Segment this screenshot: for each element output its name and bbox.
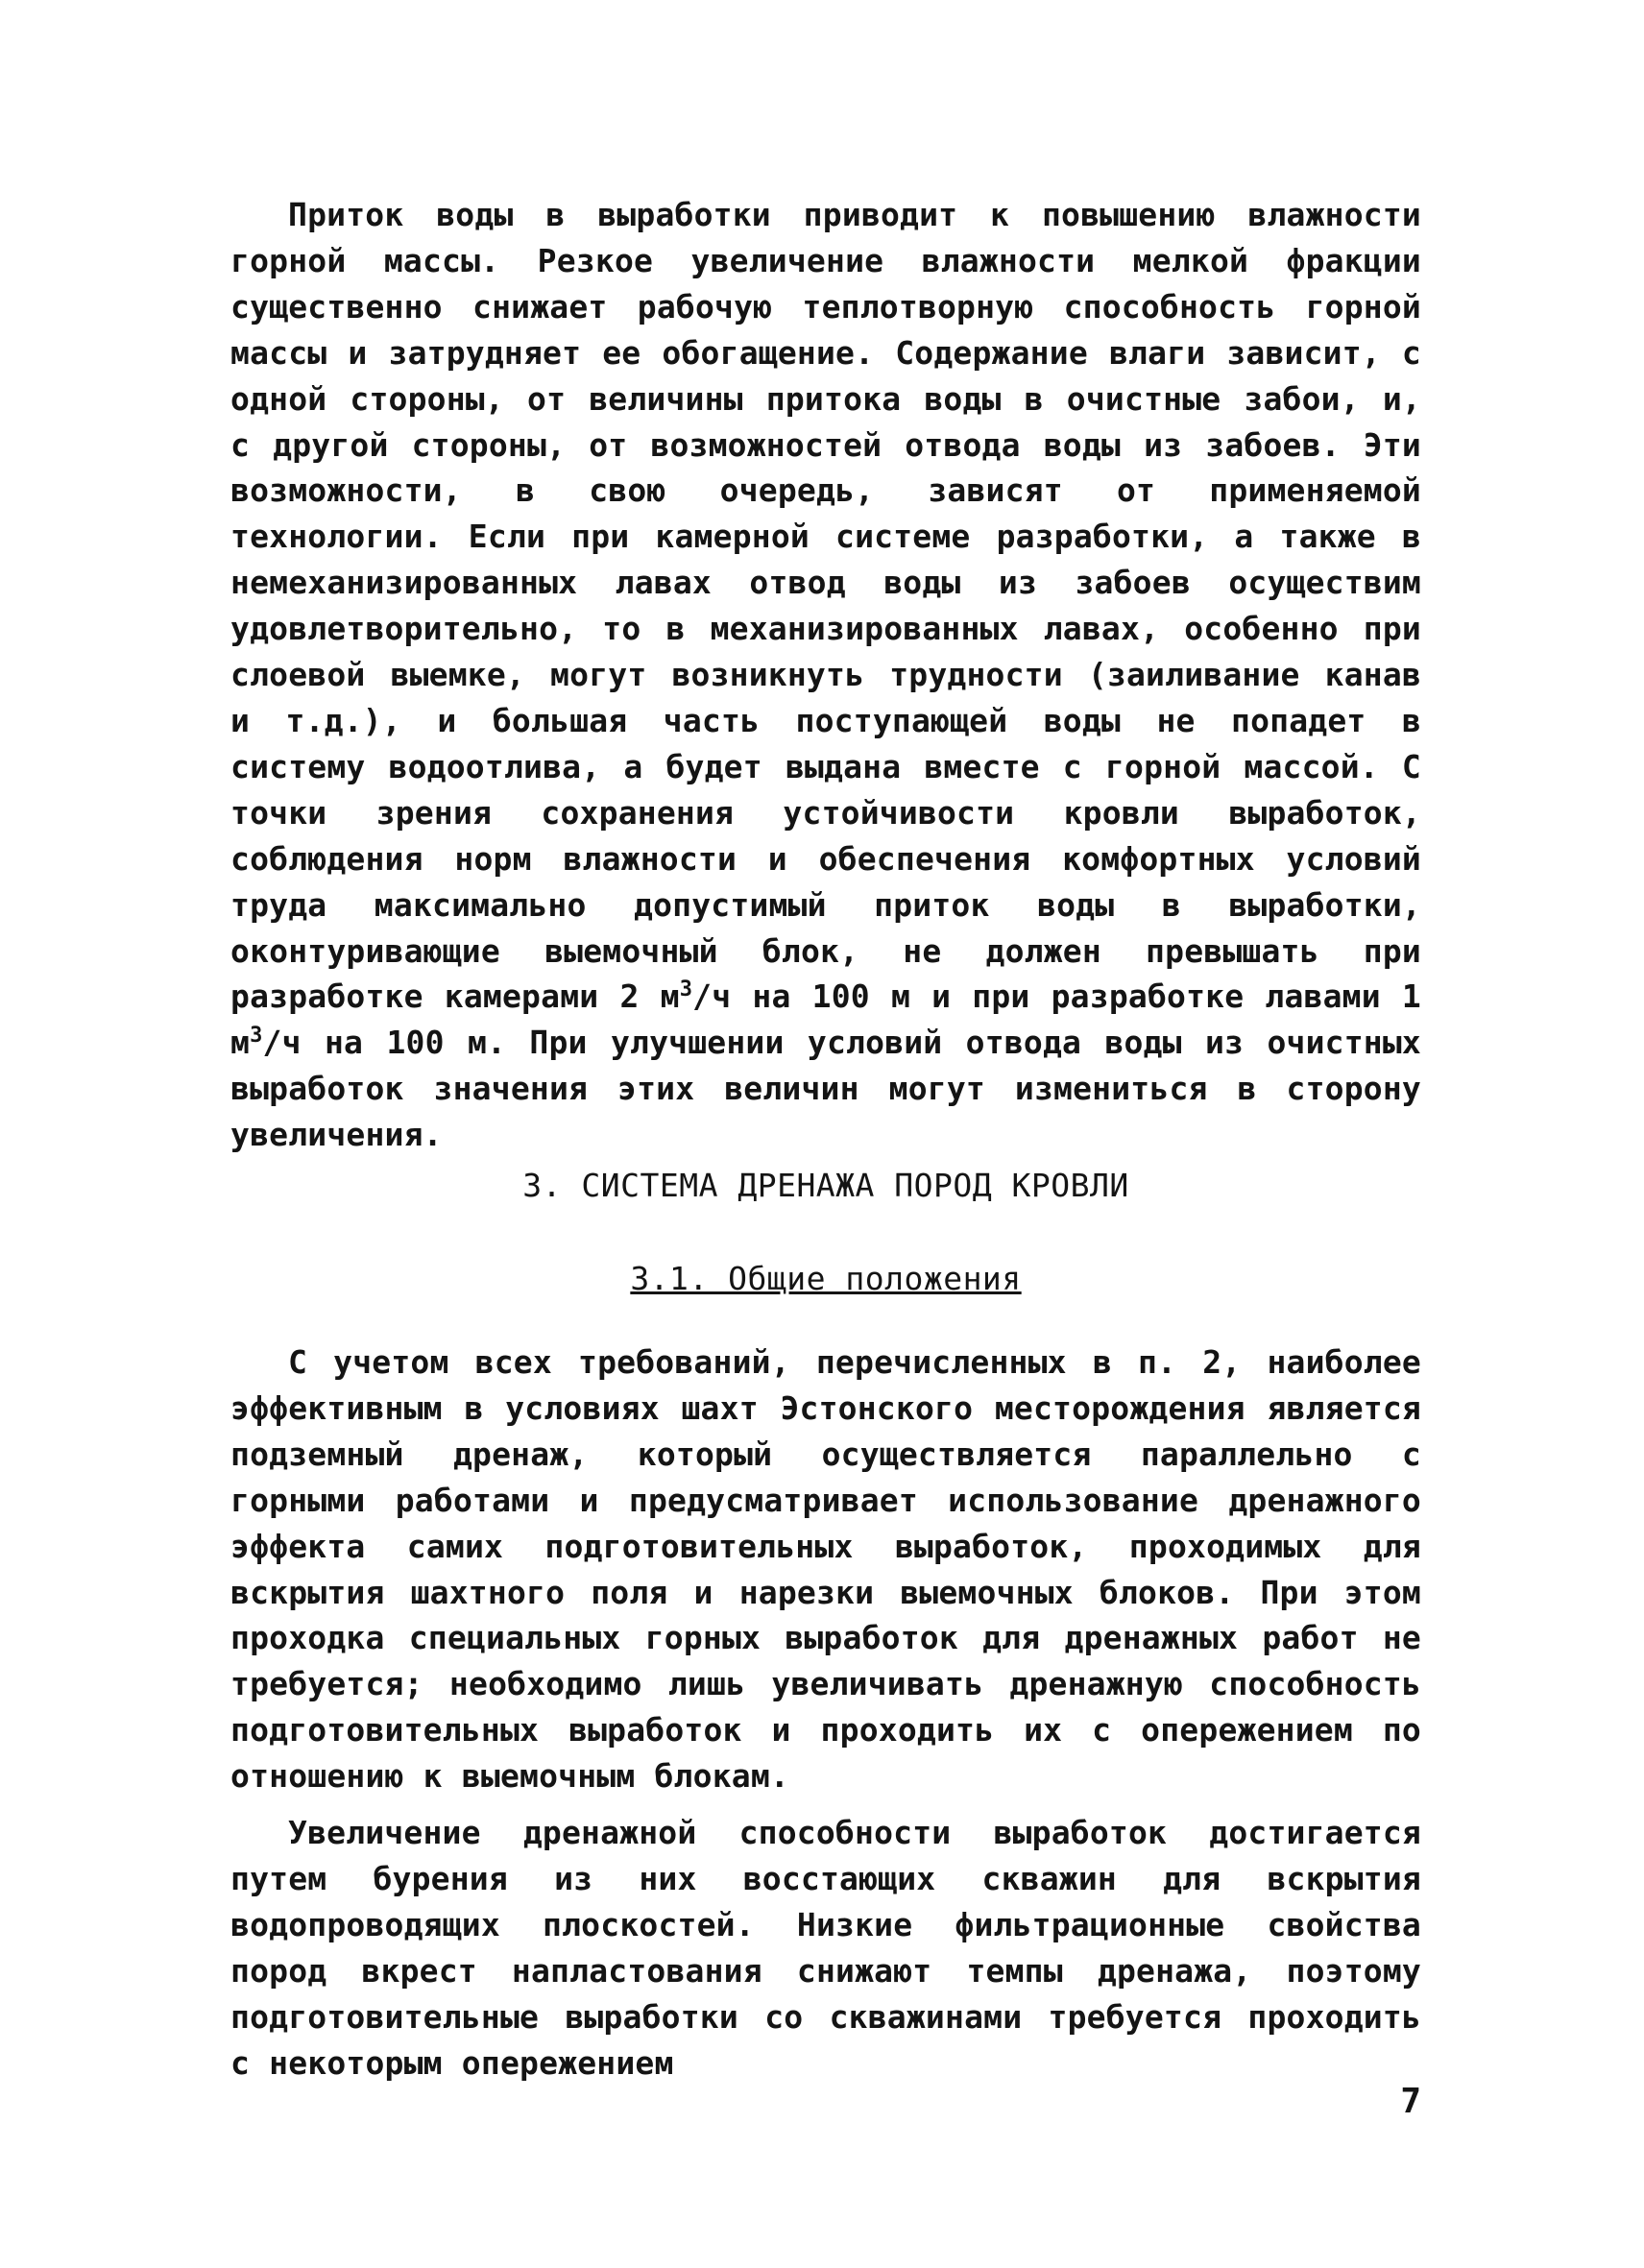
paragraph-underground-drainage: С учетом всех требований, перечисленных в п. 2, наиболее эффективным в условиях шахт Эстонского месторождения является подземный дренаж, который осуществляется параллельно с горными работами и предусматривает использование дренажного эффекта самих подготовительных выработок, проходимых для вскрытия шахтного поля и нарезки выемочных блоков. При этом проходка специальных горных выработок для дренажных работ не требуется; необходимо лишь увеличивать дренажную способность подготовительных выработок и проходить их с опережением по отношению к выемочным блокам. — [230, 1343, 1421, 1796]
section-heading: 3. СИСТЕМА ДРЕНАЖА ПОРОД КРОВЛИ — [522, 1167, 1129, 1204]
page-number: 7 — [1400, 2082, 1421, 2121]
paragraph-text-middle: /ч на 100 м и при разработке лавами 1 м — [230, 977, 1421, 1062]
paragraph-text-end: /ч на 100 м. При улучшении условий отвода воды из очистных выработок значения этих величин могут измениться в сторону увеличения. — [230, 1024, 1421, 1154]
paragraph-text-start: Приток воды в выработки приводит к повышению влажности горной массы. Резкое увеличение влажности мелкой фракции существенно снижает рабочую теплотворную способность горной массы и затрудняет ее обогащение. Содержание влаги зависит, с одной стороны, от величины притока воды в очистные забои, и, с другой стороны, от возможностей отвода воды из забоев. Эти возможности, в свою очередь, зависят от применяемой технологии. Если при камерной системе разработки, а также в немеханизированных лавах отвод воды из забоев осуществим удовлетворительно, то в механизированных лавах, особенно при слоевой выемке, могут возникнуть трудности (заиливание канав и т.д.), и большая часть поступающей воды не попадет в систему водоотлива, а будет выдана вместе с горной массой. С точки зрения сохранения устойчивости кровли выработок, соблюдения норм влажности и обеспечения комфортных условий труда максимально допустимый приток воды в выработки, оконтуривающие выемочный блок, не должен превышать при разработке камерами 2 м — [230, 196, 1421, 1016]
paragraph-drainage-capacity: Увеличение дренажной способности выработок достигается путем бурения из них восстающих скважин для вскрытия водопроводящих плоскостей. Низкие фильтрационные свойства пород вкрест напластования снижают темпы дренажа, поэтому подготовительные выработки со скважинами требуется проходить с некоторым опережением — [230, 1814, 1421, 2082]
cubic-superscript: 3 — [679, 977, 693, 1002]
cubic-superscript: 3 — [250, 1024, 263, 1049]
subsection-heading: 3.1. Общие положения — [630, 1260, 1022, 1297]
paragraph-water-inflow — [230, 192, 1421, 1158]
